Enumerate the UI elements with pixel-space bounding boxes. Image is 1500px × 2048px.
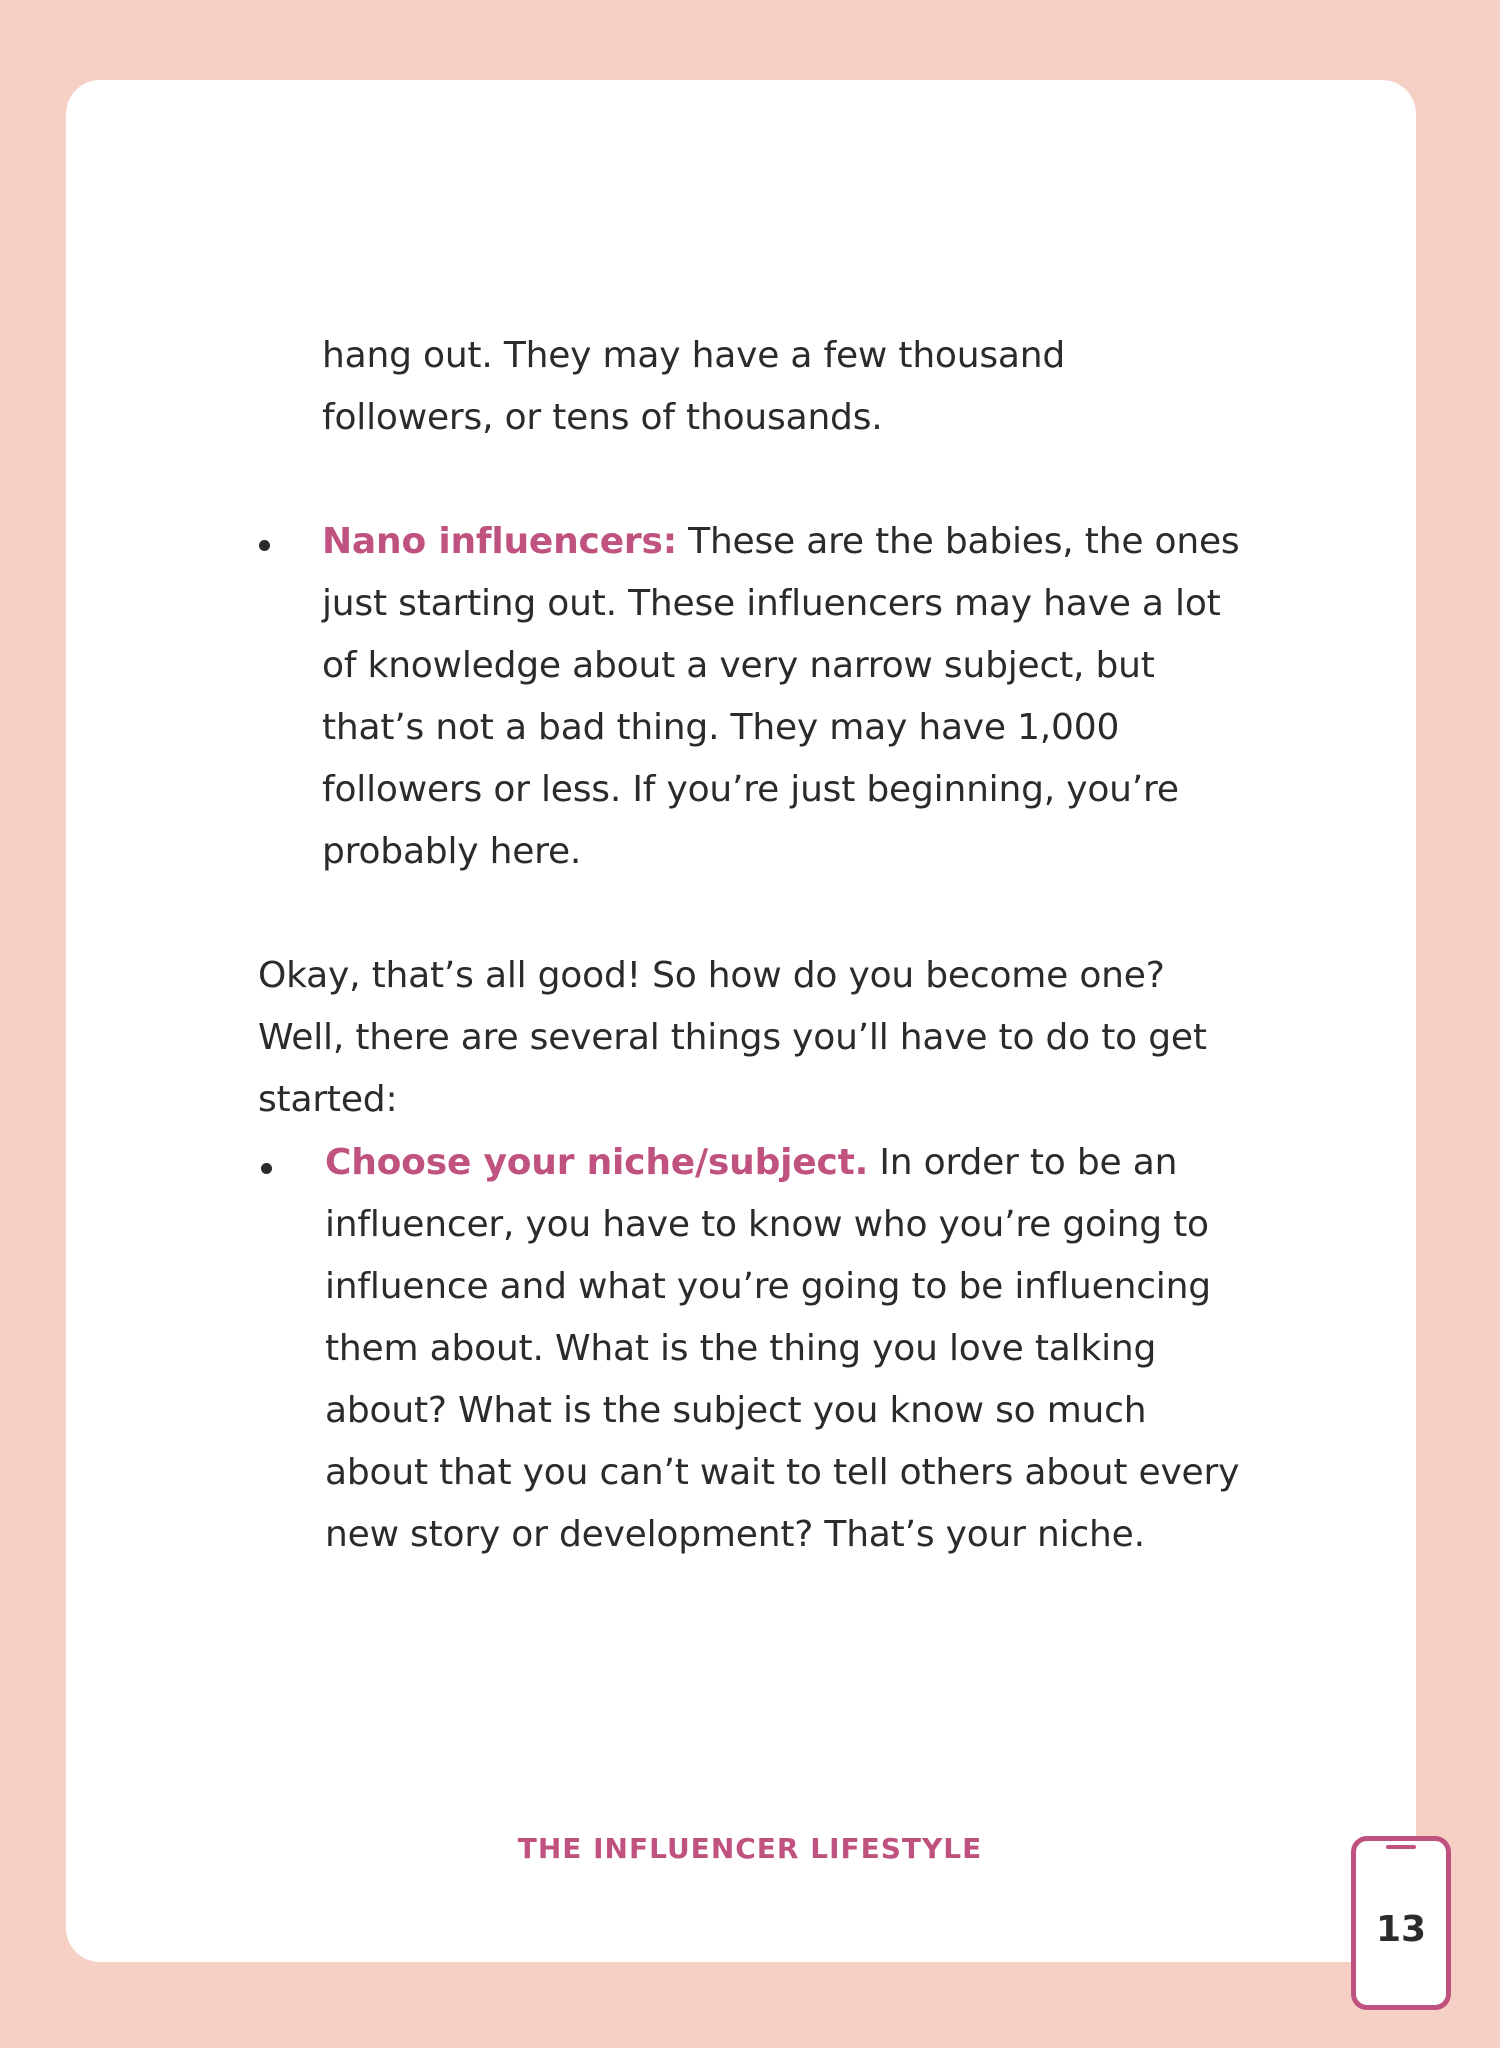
phone-notch: [1386, 1845, 1416, 1849]
bullet-niche: [261, 1163, 272, 1174]
bullet-nano: [259, 540, 270, 551]
nano-influencers-text: These are the babies, the ones just starting out. These influencers may have a lot of knowledge about a very narrow subject, but that’s not a bad thing. They may have 1,000 followers or less. If you’re just beginning, you’re probably here.: [322, 521, 1240, 872]
book-title-footer: THE INFLUENCER LIFESTYLE: [517, 1832, 983, 1865]
intro-paragraph: Okay, that’s all good! So how do you become one? Well, there are several things you’ll have to do to get started:: [258, 955, 1207, 1120]
nano-influencers-label: Nano influencers:: [322, 521, 677, 562]
continuation-paragraph: hang out. They may have a few thousand followers, or tens of thousands.: [322, 335, 1066, 438]
page-number: 13: [1375, 1909, 1427, 1950]
nano-influencers-item: [322, 511, 1242, 883]
phone-icon: [1351, 1836, 1451, 2010]
choose-niche-text: In order to be an influencer, you have to know who you’re going to influence and what you’re going to be influencing them about. What is the thing you love talking about? What is the subject you know so much about that you can’t wait to tell others about every new story or development? That’s your niche.: [325, 1142, 1240, 1555]
choose-niche-label: Choose your niche/subject.: [325, 1142, 869, 1183]
choose-niche-item: [325, 1132, 1245, 1566]
